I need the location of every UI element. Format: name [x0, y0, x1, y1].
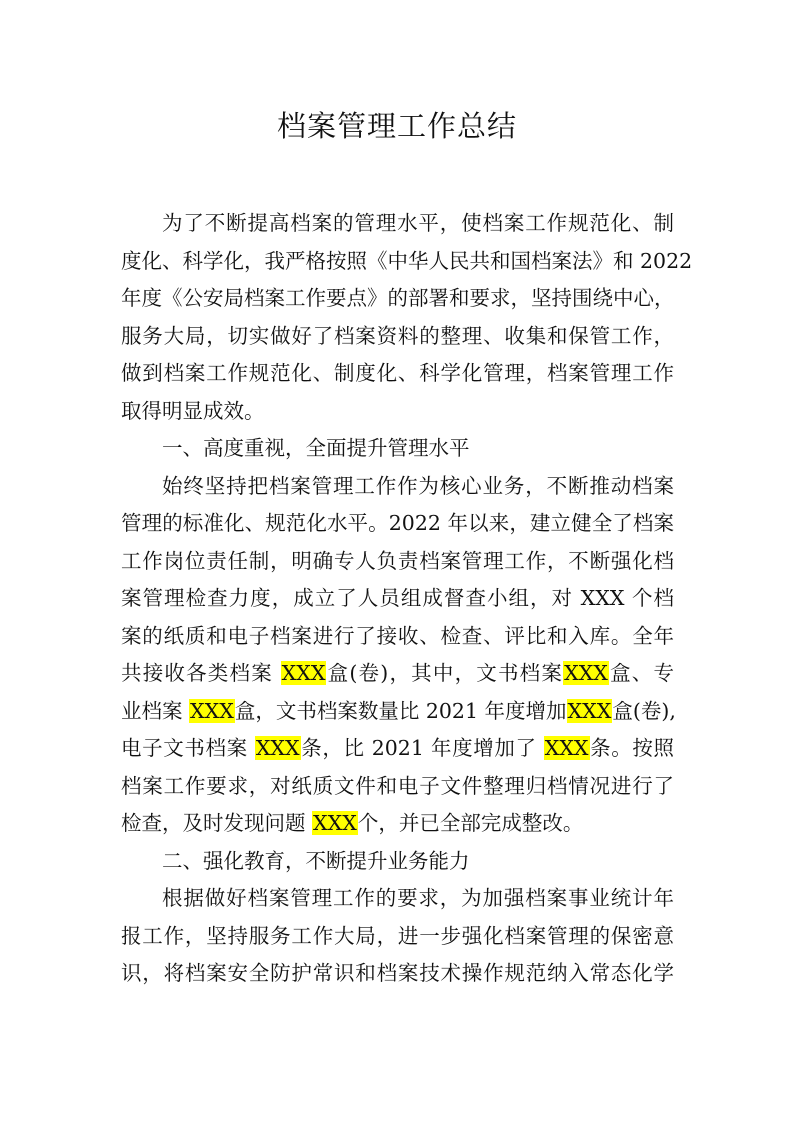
- paragraph-2-line: [121, 693, 674, 731]
- text-run: 检查，及时发现问题: [121, 811, 313, 835]
- highlighted-placeholder: XXX: [255, 736, 300, 760]
- highlighted-placeholder: XXX: [281, 661, 326, 685]
- paragraph-2-line: 始终坚持把档案管理工作作为核心业务，不断推动档案: [162, 473, 674, 498]
- paragraph-2-line: 工作岗位责任制，明确专人负责档案管理工作，不断强化档: [121, 548, 674, 573]
- highlighted-placeholder: XXX: [190, 698, 234, 723]
- paragraph-1-line: 做到档案工作规范化、制度化、科学化管理，档案管理工作: [121, 361, 674, 385]
- paragraph-2-line: 管理的标准化、规范化水平。2022 年以来，建立健全了档案: [121, 511, 674, 535]
- text-run: 业档案: [121, 698, 190, 723]
- paragraph-1-line: 度化、科学化，我严格按照《中华人民共和国档案法》和 2022: [121, 248, 693, 273]
- text-run: 共接收各类档案: [121, 661, 281, 685]
- paragraph-3-line: 根据做好档案管理工作的要求，为加强档案事业统计年: [162, 886, 674, 910]
- paragraph-2-line: 案管理检查力度，成立了人员组成督查小组，对 XXX 个档: [121, 586, 674, 610]
- paragraph-2-line: [121, 805, 674, 843]
- text-run: 个，并已全部完成整改。: [357, 811, 584, 835]
- document-body: [121, 205, 693, 993]
- paragraph-2-line: [121, 655, 674, 693]
- text-run: 盒，文书档案数量比 2021 年度增加: [234, 698, 567, 723]
- paragraph-1-line: 为了不断提高档案的管理水平，使档案工作规范化、制: [162, 211, 674, 235]
- paragraph-1-line: 年度《公安局档案工作要点》的部署和要求，坚持围绕中心，: [121, 286, 675, 310]
- highlighted-placeholder: XXX: [544, 736, 589, 760]
- text-run: 盒、专: [608, 661, 674, 685]
- section-heading-1: 一、高度重视，全面提升管理水平: [162, 436, 470, 460]
- highlighted-placeholder: XXX: [564, 661, 608, 685]
- highlighted-placeholder: XXX: [567, 698, 612, 723]
- text-run: 条。按照: [589, 736, 674, 760]
- paragraph-2-line: 案的纸质和电子档案进行了接收、检查、评比和入库。全年: [121, 623, 674, 648]
- text-run: 盒(卷),: [612, 698, 676, 723]
- text-run: 条，比 2021 年度增加了: [300, 736, 544, 760]
- text-run: 电子文书档案: [121, 736, 255, 760]
- highlighted-placeholder: XXX: [313, 811, 357, 835]
- paragraph-1-line: 取得明显成效。: [121, 398, 265, 423]
- paragraph-1-line: 服务大局，切实做好了档案资料的整理、收集和保管工作，: [121, 323, 674, 348]
- text-run: 盒(卷)，其中，文书档案: [326, 661, 564, 685]
- paragraph-2-line: 档案工作要求，对纸质文件和电子文件整理归档情况进行了: [121, 773, 674, 798]
- paragraph-3-line: 识，将档案安全防护常识和档案技术操作规范纳入常态化学: [121, 961, 674, 985]
- section-heading-2: 二、强化教育，不断提升业务能力: [162, 848, 470, 873]
- paragraph-3-line: 报工作，坚持服务工作大局，进一步强化档案管理的保密意: [121, 923, 674, 948]
- paragraph-2-line: [121, 730, 674, 768]
- document-title: 档案管理工作总结: [276, 109, 517, 143]
